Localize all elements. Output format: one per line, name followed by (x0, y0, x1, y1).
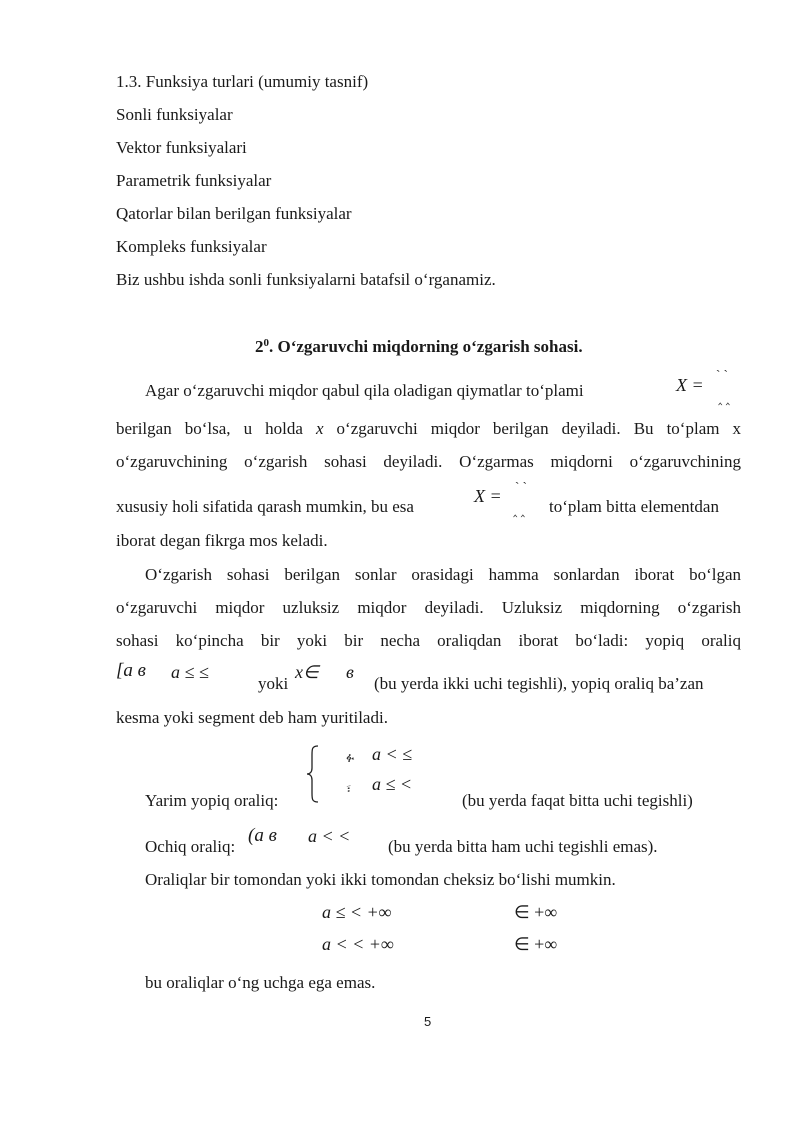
math-set-x-single: X = (474, 486, 502, 506)
math-inf-row1-right: ∈ +∞ (514, 902, 558, 922)
page-number: 5 (424, 1014, 432, 1029)
math-fragment: ‸ ‸ (718, 390, 731, 405)
list-item: Sonli funksiyalar (116, 105, 233, 124)
left-brace-icon (306, 745, 320, 803)
half-open-label: Yarim yopiq oraliq: (145, 791, 279, 810)
math-fragment: ` ` (515, 479, 527, 494)
para1-line4a: xususiy holi sifatida qarash mumkin, bu esa (116, 497, 414, 516)
var-x: x (315, 419, 324, 438)
math-fragment: ` ` (716, 367, 728, 382)
para1-line4b: to‘plam bitta elementdan (549, 497, 719, 516)
math-half-open-1: a < ≤ (372, 744, 413, 764)
section-sup: 0 (263, 337, 269, 349)
half-open-note: (bu yerda faqat bitta uchi tegishli) (462, 791, 693, 810)
math-inf-row2-right: ∈ +∞ (514, 934, 558, 954)
math-fragment: ፉ (346, 750, 355, 765)
infinite-text: Oraliqlar bir tomondan yoki ikki tomondan cheksiz bo‘lishi mumkin. (145, 870, 616, 889)
list-item: Parametrik funksiyalar (116, 171, 272, 190)
math-inequality: a ≤ ≤ (171, 662, 209, 682)
para2-line2: o‘zgaruvchi miqdor uzluksiz miqdor deyiladi. Uzluksiz miqdorning o‘zgarish (116, 598, 741, 617)
math-inf-row1-left: a ≤ < +∞ (322, 902, 392, 922)
list-closing: Biz ushbu ishda sonli funksiyalarni batafsil o‘rganamiz. (116, 270, 496, 289)
math-fragment: ‸ ‸ (513, 502, 526, 517)
para2-line3: sohasi ko‘pincha bir yoki bir necha oraliqdan iborat bo‘ladi: yopiq oraliq (116, 631, 741, 650)
list-item: Kompleks funksiyalar (116, 237, 267, 256)
math-inf-row2-left: a < < +∞ (322, 934, 394, 954)
open-label: Ochiq oraliq: (145, 837, 236, 856)
math-membership: x∈ (295, 662, 319, 682)
math-open-interval: (a в (248, 825, 277, 846)
math-set-x: X = (676, 375, 704, 395)
math-fragment: ፣ (346, 781, 352, 796)
math-half-open-2: a ≤ < (372, 774, 413, 794)
para2-line5: kesma yoki segment deb ham yuritiladi. (116, 708, 388, 727)
math-fragment: в (346, 662, 354, 682)
para1-line5: iborat degan fikrga mos keladi. (116, 531, 328, 550)
section-number: 2 (255, 337, 264, 356)
math-closed-interval: [a в (116, 660, 146, 681)
section-title: . O‘zgaruvchi miqdorning o‘zgarish sohasi. (269, 337, 583, 356)
section-heading (255, 337, 583, 357)
para1-line1: Agar o‘zgaruvchi miqdor qabul qila oladigan qiymatlar to‘plami (145, 381, 584, 400)
para2-line4: (bu yerda ikki uchi tegishli), yopiq oraliq ba’zan (374, 674, 704, 693)
math-open-inequality: a < < (308, 826, 351, 846)
para2-line1: O‘zgarish sohasi berilgan sonlar orasidagi hamma sonlardan iborat bo‘lgan (145, 565, 741, 584)
word-yoki: yoki (258, 674, 289, 693)
list-item: Vektor funksiyalari (116, 138, 247, 157)
list-item: Qatorlar bilan berilgan funksiyalar (116, 204, 352, 223)
para1-line2: berilgan bo‘lsa, u holda x o‘zgaruvchi miqdor berilgan deyiladi. Bu to‘plam x (116, 419, 741, 438)
open-note: (bu yerda bitta ham uchi tegishli emas). (388, 837, 658, 856)
infinite-closing: bu oraliqlar o‘ng uchga ega emas. (145, 973, 376, 992)
para1-line3: o‘zgaruvchining o‘zgarish sohasi deyiladi. O‘zgarmas miqdorni o‘zgaruvchining (116, 452, 741, 471)
subsection-title: 1.3. Funksiya turlari (umumiy tasnif) (116, 72, 369, 91)
